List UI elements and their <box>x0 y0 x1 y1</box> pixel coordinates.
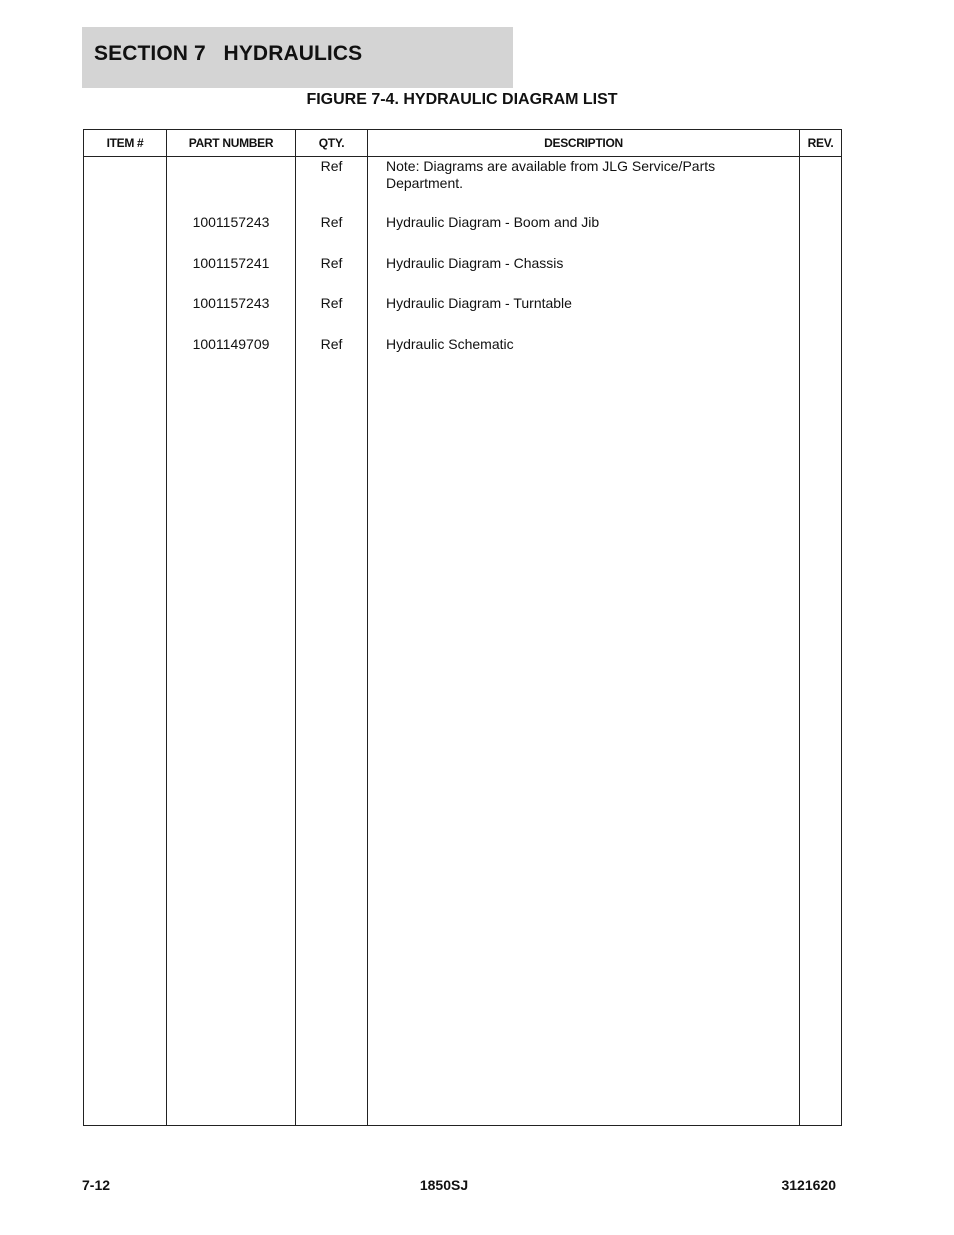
column-header-rev: REV. <box>800 130 842 157</box>
description-cell: Note: Diagrams are available from JLG Service/Parts Department. <box>386 158 716 191</box>
qty-cell: Ref <box>320 255 343 271</box>
rev-column <box>800 157 842 1126</box>
description-cell: Hydraulic Diagram - Boom and Jib <box>386 214 600 230</box>
figure-title: FIGURE 7-4. HYDRAULIC DIAGRAM LIST <box>306 91 618 108</box>
part-number-column <box>167 157 296 1126</box>
table-body-row <box>84 157 842 1126</box>
column-header-description: DESCRIPTION <box>368 130 800 157</box>
column-header-part-number: PART NUMBER <box>167 130 296 157</box>
footer-model: 1850SJ <box>419 1177 469 1193</box>
part-number-cell: 1001157241 <box>192 255 270 271</box>
qty-cell: Ref <box>320 336 343 352</box>
part-number-cell: 1001157243 <box>192 214 270 230</box>
description-cell: Hydraulic Diagram - Chassis <box>386 255 564 271</box>
column-header-qty: QTY. <box>296 130 368 157</box>
description-column <box>368 157 800 1126</box>
section-header <box>82 27 513 88</box>
description-cell: Hydraulic Diagram - Turntable <box>386 295 572 311</box>
qty-column <box>296 157 368 1126</box>
item-column <box>84 157 167 1126</box>
qty-cell: Ref <box>320 214 343 230</box>
description-cell: Hydraulic Schematic <box>386 336 514 352</box>
column-header-item: ITEM # <box>84 130 167 157</box>
qty-cell: Ref <box>320 295 343 311</box>
part-number-cell: 1001149709 <box>192 336 270 352</box>
section-title: SECTION 7 HYDRAULICS <box>94 42 363 65</box>
qty-cell: Ref <box>320 158 343 174</box>
parts-table <box>83 129 842 1126</box>
footer-page-number: 7-12 <box>82 1177 111 1193</box>
footer-doc-number: 3121620 <box>781 1177 836 1193</box>
table-header-row <box>84 130 842 157</box>
part-number-cell: 1001157243 <box>192 295 270 311</box>
